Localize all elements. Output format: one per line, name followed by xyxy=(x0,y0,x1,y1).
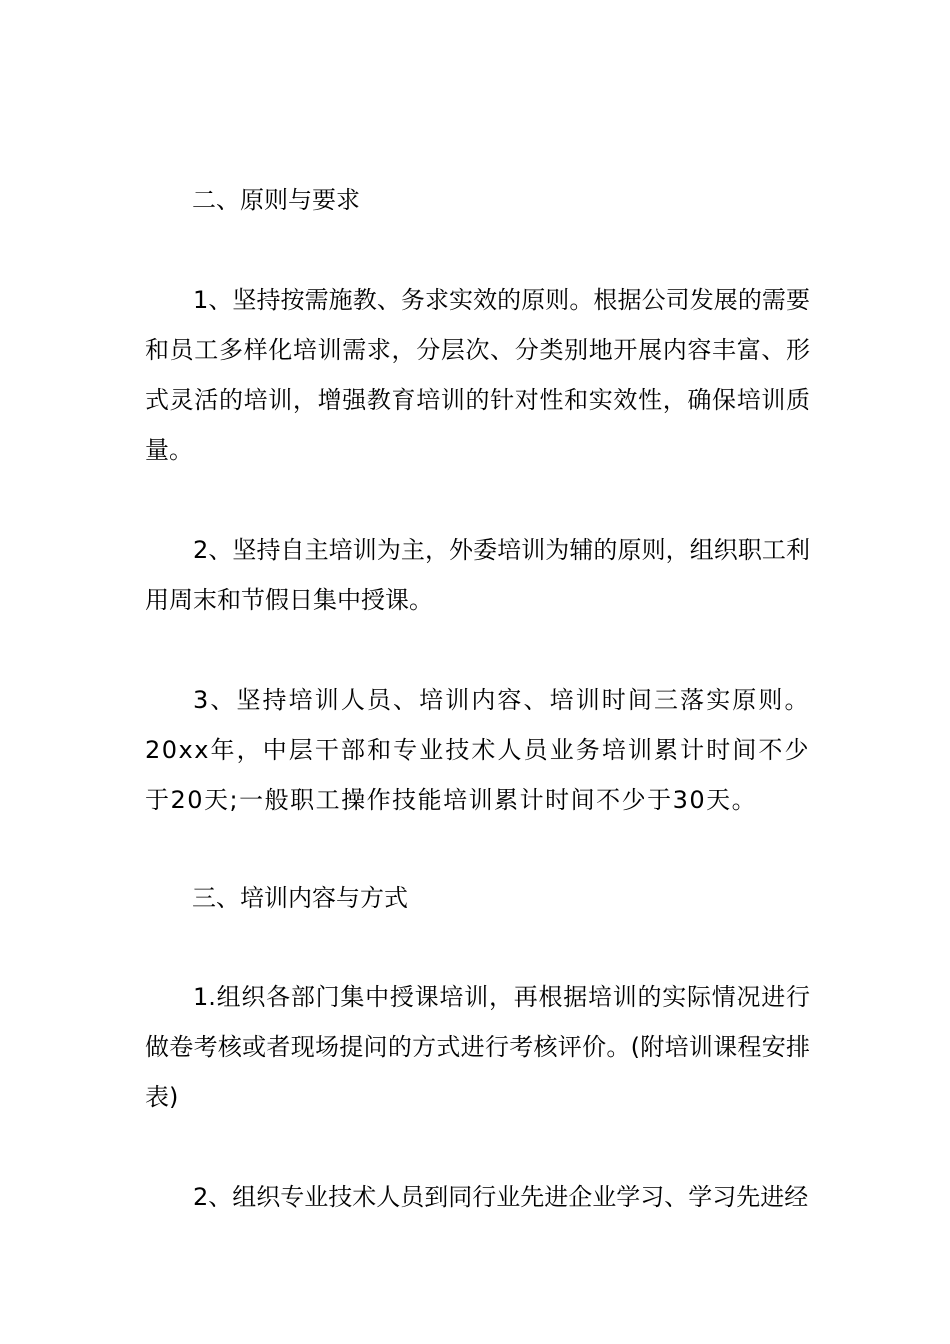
paragraph-principle-2: 2、坚持自主培训为主，外委培训为辅的原则，组织职工利用周末和节假日集中授课。 xyxy=(145,536,810,614)
paragraph-principle-3: 3、坚持培训人员、培训内容、培训时间三落实原则。20xx年，中层干部和专业技术人员业务培训累计时间不少于20天;一般职工操作技能培训累计时间不少于30天。 xyxy=(145,686,810,814)
paragraph-method-2: 2、组织专业技术人员到同行业先进企业学习、学习先进经 xyxy=(193,1183,809,1211)
section-heading-content-methods: 三、培训内容与方式 xyxy=(192,884,408,912)
section-heading-principles: 二、原则与要求 xyxy=(192,186,360,214)
paragraph-method-1: 1.组织各部门集中授课培训，再根据培训的实际情况进行做卷考核或者现场提问的方式进行考核评价。(附培训课程安排表) xyxy=(145,983,810,1111)
paragraph-principle-1: 1、坚持按需施教、务求实效的原则。根据公司发展的需要和员工多样化培训需求，分层次、分类别地开展内容丰富、形式灵活的培训，增强教育培训的针对性和实效性，确保培训质量。 xyxy=(145,286,810,464)
